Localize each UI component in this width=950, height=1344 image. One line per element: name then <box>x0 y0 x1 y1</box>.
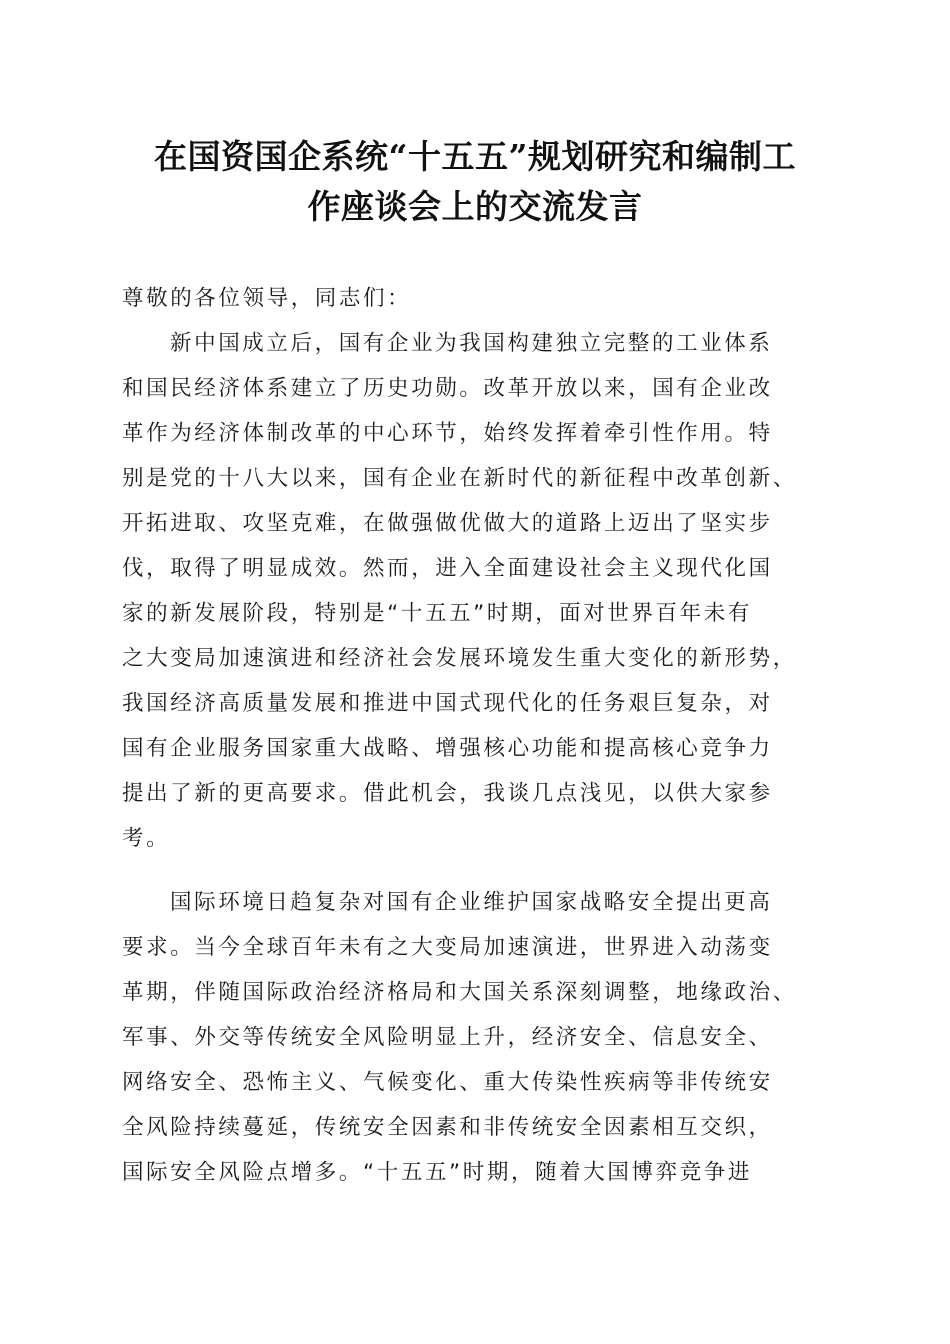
paragraph-line: 考。 <box>122 826 171 851</box>
paragraph-line: 我国经济高质量发展和推进中国式现代化的任务艰巨复杂，对 <box>122 691 773 716</box>
paragraph-line: 新中国成立后，国有企业为我国构建独立完整的工业体系 <box>170 331 773 356</box>
paragraph-line: 要求。当今全球百年未有之大变局加速演进，世界进入动荡变 <box>122 935 773 960</box>
paragraph-line: 革作为经济体制改革的中心环节，始终发挥着牵引性作用。特 <box>122 421 773 446</box>
paragraph-line: 和国民经济体系建立了历史功勋。改革开放以来，国有企业改 <box>122 376 773 401</box>
paragraph-line: 开拓进取、攻坚克难，在做强做优做大的道路上迈出了坚实步 <box>122 511 773 536</box>
paragraph-line: 网络安全、恐怖主义、气候变化、重大传染性疾病等非传统安 <box>122 1070 773 1095</box>
paragraph-line: 国际安全风险点增多。“十五五”时期，随着大国博弈竞争进 <box>122 1160 752 1185</box>
document-body <box>122 276 842 1195</box>
paragraph-line: 伐，取得了明显成效。然而，进入全面建设社会主义现代化国 <box>122 556 773 581</box>
paragraph-line: 之大变局加速演进和经济社会发展环境发生重大变化的新形势， <box>122 646 797 671</box>
paragraph-spacer <box>122 861 842 880</box>
paragraph-line: 国际环境日趋复杂对国有企业维护国家战略安全提出更高 <box>170 890 773 915</box>
title-line: 在国资国企系统“十五五”规划研究和编制工 <box>154 137 796 176</box>
paragraph-line: 别是党的十八大以来，国有企业在新时代的新征程中改革创新、 <box>122 466 797 491</box>
paragraph-line: 家的新发展阶段，特别是“十五五”时期，面对世界百年未有 <box>122 601 752 626</box>
paragraph-line: 军事、外交等传统安全风险明显上升，经济安全、信息安全、 <box>122 1025 773 1050</box>
paragraph-line: 全风险持续蔓延，传统安全因素和非传统安全因素相互交织， <box>122 1115 773 1140</box>
paragraph-1 <box>122 321 842 861</box>
paragraph-2 <box>122 880 842 1195</box>
title-line: 作座谈会上的交流发言 <box>307 187 643 226</box>
salutation: 尊敬的各位领导，同志们： <box>122 286 412 311</box>
paragraph-line: 提出了新的更高要求。借此机会，我谈几点浅见，以供大家参 <box>122 781 773 806</box>
paragraph-line: 革期，伴随国际政治经济格局和大国关系深刻调整，地缘政治、 <box>122 980 797 1005</box>
document-title <box>110 132 840 232</box>
paragraph-line: 国有企业服务国家重大战略、增强核心功能和提高核心竞争力 <box>122 736 773 761</box>
